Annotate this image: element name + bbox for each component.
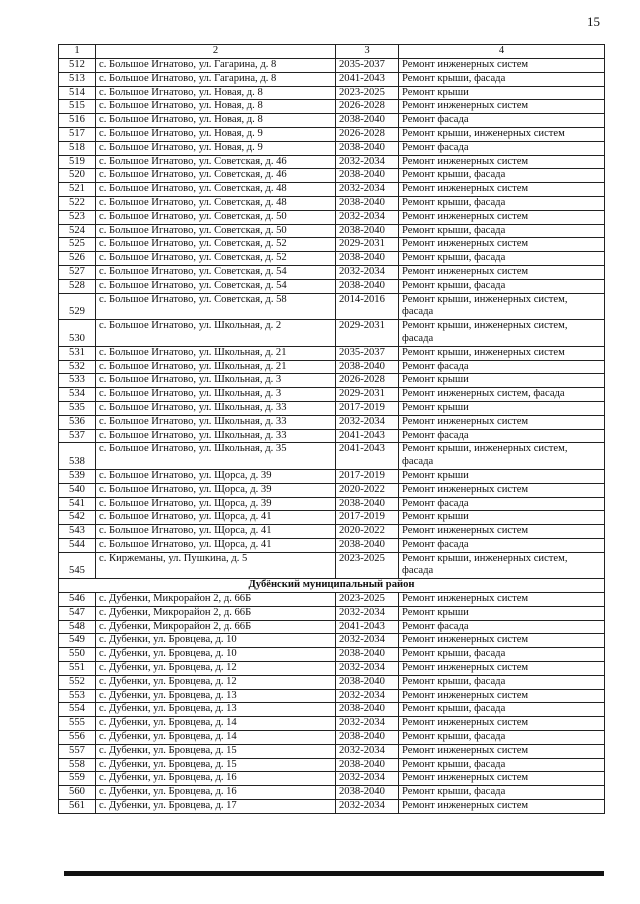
row-number-cell: 526	[59, 252, 96, 266]
years-cell: 2020-2022	[336, 483, 399, 497]
address-cell: с. Большое Игнатово, ул. Новая, д. 8	[96, 114, 336, 128]
address-cell: с. Большое Игнатово, ул. Советская, д. 52	[96, 252, 336, 266]
row-number-cell: 536	[59, 415, 96, 429]
row-number-cell: 544	[59, 538, 96, 552]
page-number: 15	[587, 14, 600, 29]
work-type-cell: Ремонт фасада	[399, 497, 605, 511]
table-row	[59, 374, 605, 388]
table-row	[59, 265, 605, 279]
work-type-cell: Ремонт крыши, фасада	[399, 786, 605, 800]
row-number-cell: 560	[59, 786, 96, 800]
years-cell: 2032-2034	[336, 606, 399, 620]
table-row	[59, 360, 605, 374]
address-cell: с. Большое Игнатово, ул. Школьная, д. 33	[96, 415, 336, 429]
table-row	[59, 141, 605, 155]
table-row	[59, 552, 605, 579]
table-row	[59, 483, 605, 497]
row-number-cell: 556	[59, 731, 96, 745]
years-cell: 2038-2040	[336, 252, 399, 266]
row-number-cell: 545	[59, 552, 96, 579]
row-number-cell: 557	[59, 744, 96, 758]
table-row	[59, 346, 605, 360]
address-cell: с. Большое Игнатово, ул. Щорса, д. 41	[96, 525, 336, 539]
address-cell: с. Большое Игнатово, ул. Школьная, д. 3	[96, 388, 336, 402]
address-cell: с. Дубенки, ул. Бровцева, д. 10	[96, 634, 336, 648]
work-type-cell: Ремонт крыши, фасада	[399, 675, 605, 689]
row-number-cell: 517	[59, 127, 96, 141]
table-row	[59, 238, 605, 252]
row-number-cell: 515	[59, 100, 96, 114]
row-number-cell: 525	[59, 238, 96, 252]
table-row	[59, 689, 605, 703]
address-cell: с. Киржеманы, ул. Пушкина, д. 5	[96, 552, 336, 579]
address-cell: с. Большое Игнатово, ул. Советская, д. 58	[96, 293, 336, 320]
work-type-cell: Ремонт инженерных систем	[399, 689, 605, 703]
years-cell: 2038-2040	[336, 141, 399, 155]
row-number-cell: 534	[59, 388, 96, 402]
row-number-cell: 537	[59, 429, 96, 443]
years-cell: 2026-2028	[336, 127, 399, 141]
years-cell: 2032-2034	[336, 265, 399, 279]
work-type-cell: Ремонт инженерных систем	[399, 59, 605, 73]
row-number-cell: 554	[59, 703, 96, 717]
years-cell: 2026-2028	[336, 100, 399, 114]
table-row	[59, 675, 605, 689]
work-type-cell: Ремонт крыши, фасада	[399, 648, 605, 662]
row-number-cell: 553	[59, 689, 96, 703]
table-row	[59, 731, 605, 745]
row-number-cell: 519	[59, 155, 96, 169]
table-row	[59, 634, 605, 648]
work-type-cell: Ремонт инженерных систем	[399, 800, 605, 814]
row-number-cell: 518	[59, 141, 96, 155]
table-row	[59, 169, 605, 183]
row-number-cell: 529	[59, 293, 96, 320]
years-cell: 2032-2034	[336, 634, 399, 648]
work-type-cell: Ремонт инженерных систем	[399, 238, 605, 252]
column-header: 1	[59, 45, 96, 59]
row-number-cell: 546	[59, 593, 96, 607]
address-cell: с. Дубенки, ул. Бровцева, д. 12	[96, 662, 336, 676]
table-row	[59, 72, 605, 86]
section-header-row	[59, 579, 605, 593]
table-row	[59, 415, 605, 429]
years-cell: 2032-2034	[336, 717, 399, 731]
scan-edge-bar	[64, 871, 604, 876]
row-number-cell: 523	[59, 210, 96, 224]
work-type-cell: Ремонт инженерных систем	[399, 593, 605, 607]
address-cell: с. Дубенки, Микрорайон 2, д. 66Б	[96, 606, 336, 620]
table-row	[59, 443, 605, 470]
table-row	[59, 429, 605, 443]
address-cell: с. Дубенки, ул. Бровцева, д. 13	[96, 703, 336, 717]
work-type-cell: Ремонт инженерных систем	[399, 744, 605, 758]
years-cell: 2023-2025	[336, 86, 399, 100]
column-header: 2	[96, 45, 336, 59]
row-number-cell: 530	[59, 320, 96, 347]
table-header-row	[59, 45, 605, 59]
row-number-cell: 513	[59, 72, 96, 86]
row-number-cell: 527	[59, 265, 96, 279]
work-type-cell: Ремонт инженерных систем	[399, 415, 605, 429]
work-type-cell: Ремонт инженерных систем	[399, 634, 605, 648]
years-cell: 2035-2037	[336, 346, 399, 360]
table-row	[59, 252, 605, 266]
years-cell: 2023-2025	[336, 552, 399, 579]
years-cell: 2038-2040	[336, 360, 399, 374]
work-type-cell: Ремонт инженерных систем	[399, 100, 605, 114]
address-cell: с. Большое Игнатово, ул. Школьная, д. 3	[96, 374, 336, 388]
work-type-cell: Ремонт инженерных систем	[399, 155, 605, 169]
years-cell: 2032-2034	[336, 744, 399, 758]
address-cell: с. Дубенки, ул. Бровцева, д. 13	[96, 689, 336, 703]
years-cell: 2032-2034	[336, 183, 399, 197]
address-cell: с. Дубенки, ул. Бровцева, д. 15	[96, 758, 336, 772]
address-cell: с. Большое Игнатово, ул. Школьная, д. 21	[96, 360, 336, 374]
table-row	[59, 196, 605, 210]
address-cell: с. Дубенки, ул. Бровцева, д. 14	[96, 717, 336, 731]
work-type-cell: Ремонт крыши, фасада	[399, 703, 605, 717]
work-type-cell: Ремонт фасада	[399, 141, 605, 155]
years-cell: 2038-2040	[336, 703, 399, 717]
work-type-cell: Ремонт крыши, инженерных систем, фасада	[399, 320, 605, 347]
table-row	[59, 100, 605, 114]
years-cell: 2038-2040	[336, 114, 399, 128]
years-cell: 2032-2034	[336, 155, 399, 169]
table-row	[59, 744, 605, 758]
table-row	[59, 127, 605, 141]
table-row	[59, 786, 605, 800]
table-row	[59, 497, 605, 511]
work-type-cell: Ремонт крыши, инженерных систем, фасада	[399, 552, 605, 579]
years-cell: 2038-2040	[336, 497, 399, 511]
years-cell: 2038-2040	[336, 196, 399, 210]
years-cell: 2029-2031	[336, 238, 399, 252]
work-type-cell: Ремонт крыши, инженерных систем, фасада	[399, 293, 605, 320]
years-cell: 2038-2040	[336, 169, 399, 183]
row-number-cell: 548	[59, 620, 96, 634]
work-type-cell: Ремонт инженерных систем, фасада	[399, 388, 605, 402]
address-cell: с. Большое Игнатово, ул. Гагарина, д. 8	[96, 72, 336, 86]
address-cell: с. Большое Игнатово, ул. Школьная, д. 33	[96, 401, 336, 415]
work-type-cell: Ремонт фасада	[399, 620, 605, 634]
row-number-cell: 520	[59, 169, 96, 183]
work-type-cell: Ремонт инженерных систем	[399, 210, 605, 224]
table-row	[59, 525, 605, 539]
table-row	[59, 401, 605, 415]
table-row	[59, 293, 605, 320]
row-number-cell: 559	[59, 772, 96, 786]
address-cell: с. Большое Игнатово, ул. Щорса, д. 39	[96, 469, 336, 483]
work-type-cell: Ремонт фасада	[399, 429, 605, 443]
table-row	[59, 772, 605, 786]
work-type-cell: Ремонт крыши	[399, 511, 605, 525]
row-number-cell: 521	[59, 183, 96, 197]
years-cell: 2014-2016	[336, 293, 399, 320]
table-row	[59, 469, 605, 483]
table-row	[59, 606, 605, 620]
row-number-cell: 541	[59, 497, 96, 511]
row-number-cell: 531	[59, 346, 96, 360]
address-cell: с. Большое Игнатово, ул. Советская, д. 50	[96, 224, 336, 238]
work-type-cell: Ремонт крыши, фасада	[399, 224, 605, 238]
years-cell: 2038-2040	[336, 538, 399, 552]
address-cell: с. Большое Игнатово, ул. Новая, д. 8	[96, 86, 336, 100]
work-type-cell: Ремонт крыши, фасада	[399, 252, 605, 266]
row-number-cell: 538	[59, 443, 96, 470]
address-cell: с. Большое Игнатово, ул. Новая, д. 8	[96, 100, 336, 114]
address-cell: с. Большое Игнатово, ул. Новая, д. 9	[96, 141, 336, 155]
years-cell: 2038-2040	[336, 648, 399, 662]
row-number-cell: 549	[59, 634, 96, 648]
table-row	[59, 388, 605, 402]
table-body	[59, 59, 605, 814]
row-number-cell: 535	[59, 401, 96, 415]
years-cell: 2017-2019	[336, 511, 399, 525]
row-number-cell: 532	[59, 360, 96, 374]
work-type-cell: Ремонт крыши	[399, 606, 605, 620]
years-cell: 2038-2040	[336, 279, 399, 293]
address-cell: с. Дубенки, ул. Бровцева, д. 12	[96, 675, 336, 689]
years-cell: 2032-2034	[336, 210, 399, 224]
table-row	[59, 320, 605, 347]
row-number-cell: 540	[59, 483, 96, 497]
address-cell: с. Дубенки, ул. Бровцева, д. 14	[96, 731, 336, 745]
work-type-cell: Ремонт инженерных систем	[399, 717, 605, 731]
years-cell: 2020-2022	[336, 525, 399, 539]
address-cell: с. Дубенки, ул. Бровцева, д. 10	[96, 648, 336, 662]
address-cell: с. Большое Игнатово, ул. Советская, д. 54	[96, 265, 336, 279]
address-cell: с. Большое Игнатово, ул. Щорса, д. 39	[96, 497, 336, 511]
years-cell: 2038-2040	[336, 675, 399, 689]
address-cell: с. Большое Игнатово, ул. Школьная, д. 33	[96, 429, 336, 443]
years-cell: 2032-2034	[336, 415, 399, 429]
address-cell: с. Дубенки, ул. Бровцева, д. 16	[96, 786, 336, 800]
address-cell: с. Большое Игнатово, ул. Школьная, д. 21	[96, 346, 336, 360]
row-number-cell: 551	[59, 662, 96, 676]
table-row	[59, 703, 605, 717]
address-cell: с. Дубенки, ул. Бровцева, д. 17	[96, 800, 336, 814]
row-number-cell: 528	[59, 279, 96, 293]
table-row	[59, 758, 605, 772]
work-type-cell: Ремонт крыши	[399, 401, 605, 415]
work-type-cell: Ремонт инженерных систем	[399, 772, 605, 786]
work-type-cell: Ремонт инженерных систем	[399, 183, 605, 197]
years-cell: 2041-2043	[336, 620, 399, 634]
row-number-cell: 543	[59, 525, 96, 539]
address-cell: с. Большое Игнатово, ул. Щорса, д. 41	[96, 538, 336, 552]
work-type-cell: Ремонт крыши, фасада	[399, 758, 605, 772]
address-cell: с. Дубенки, Микрорайон 2, д. 66Б	[96, 620, 336, 634]
row-number-cell: 550	[59, 648, 96, 662]
address-cell: с. Большое Игнатово, ул. Школьная, д. 35	[96, 443, 336, 470]
row-number-cell: 558	[59, 758, 96, 772]
years-cell: 2038-2040	[336, 224, 399, 238]
work-type-cell: Ремонт фасада	[399, 538, 605, 552]
address-cell: с. Большое Игнатово, ул. Советская, д. 48	[96, 196, 336, 210]
work-type-cell: Ремонт крыши	[399, 469, 605, 483]
table-row	[59, 59, 605, 73]
years-cell: 2035-2037	[336, 59, 399, 73]
table-row	[59, 648, 605, 662]
work-type-cell: Ремонт крыши, фасада	[399, 731, 605, 745]
years-cell: 2029-2031	[336, 388, 399, 402]
years-cell: 2017-2019	[336, 401, 399, 415]
work-type-cell: Ремонт крыши, фасада	[399, 196, 605, 210]
years-cell: 2041-2043	[336, 72, 399, 86]
work-type-cell: Ремонт инженерных систем	[399, 662, 605, 676]
repair-schedule-table	[58, 44, 605, 814]
years-cell: 2038-2040	[336, 731, 399, 745]
table-row	[59, 620, 605, 634]
address-cell: с. Большое Игнатово, ул. Щорса, д. 39	[96, 483, 336, 497]
years-cell: 2032-2034	[336, 689, 399, 703]
work-type-cell: Ремонт инженерных систем	[399, 525, 605, 539]
work-type-cell: Ремонт крыши, инженерных систем, фасада	[399, 443, 605, 470]
table-row	[59, 800, 605, 814]
work-type-cell: Ремонт крыши, инженерных систем	[399, 346, 605, 360]
column-header: 3	[336, 45, 399, 59]
table-row	[59, 538, 605, 552]
address-cell: с. Большое Игнатово, ул. Школьная, д. 2	[96, 320, 336, 347]
row-number-cell: 547	[59, 606, 96, 620]
row-number-cell: 512	[59, 59, 96, 73]
address-cell: с. Дубенки, ул. Бровцева, д. 15	[96, 744, 336, 758]
address-cell: с. Большое Игнатово, ул. Советская, д. 52	[96, 238, 336, 252]
table-row	[59, 210, 605, 224]
years-cell: 2038-2040	[336, 758, 399, 772]
address-cell: с. Большое Игнатово, ул. Советская, д. 46	[96, 169, 336, 183]
row-number-cell: 522	[59, 196, 96, 210]
address-cell: с. Большое Игнатово, ул. Щорса, д. 41	[96, 511, 336, 525]
table-row	[59, 183, 605, 197]
work-type-cell: Ремонт фасада	[399, 360, 605, 374]
row-number-cell: 542	[59, 511, 96, 525]
address-cell: с. Дубенки, ул. Бровцева, д. 16	[96, 772, 336, 786]
years-cell: 2041-2043	[336, 443, 399, 470]
work-type-cell: Ремонт крыши, инженерных систем	[399, 127, 605, 141]
section-title: Дубёнский муниципальный район	[59, 579, 605, 593]
years-cell: 2032-2034	[336, 800, 399, 814]
work-type-cell: Ремонт инженерных систем	[399, 483, 605, 497]
row-number-cell: 555	[59, 717, 96, 731]
table-row	[59, 511, 605, 525]
table-row	[59, 86, 605, 100]
table-row	[59, 593, 605, 607]
years-cell: 2017-2019	[336, 469, 399, 483]
table-row	[59, 224, 605, 238]
address-cell: с. Большое Игнатово, ул. Советская, д. 50	[96, 210, 336, 224]
years-cell: 2029-2031	[336, 320, 399, 347]
years-cell: 2032-2034	[336, 772, 399, 786]
years-cell: 2041-2043	[336, 429, 399, 443]
table-row	[59, 114, 605, 128]
work-type-cell: Ремонт крыши, фасада	[399, 72, 605, 86]
work-type-cell: Ремонт крыши	[399, 374, 605, 388]
row-number-cell: 514	[59, 86, 96, 100]
table-row	[59, 717, 605, 731]
column-header: 4	[399, 45, 605, 59]
work-type-cell: Ремонт инженерных систем	[399, 265, 605, 279]
address-cell: с. Большое Игнатово, ул. Гагарина, д. 8	[96, 59, 336, 73]
row-number-cell: 561	[59, 800, 96, 814]
row-number-cell: 539	[59, 469, 96, 483]
row-number-cell: 533	[59, 374, 96, 388]
work-type-cell: Ремонт крыши, фасада	[399, 279, 605, 293]
years-cell: 2026-2028	[336, 374, 399, 388]
years-cell: 2038-2040	[336, 786, 399, 800]
work-type-cell: Ремонт крыши, фасада	[399, 169, 605, 183]
years-cell: 2023-2025	[336, 593, 399, 607]
table-row	[59, 662, 605, 676]
work-type-cell: Ремонт фасада	[399, 114, 605, 128]
work-type-cell: Ремонт крыши	[399, 86, 605, 100]
table-row	[59, 279, 605, 293]
address-cell: с. Большое Игнатово, ул. Новая, д. 9	[96, 127, 336, 141]
address-cell: с. Большое Игнатово, ул. Советская, д. 48	[96, 183, 336, 197]
row-number-cell: 524	[59, 224, 96, 238]
table-row	[59, 155, 605, 169]
years-cell: 2032-2034	[336, 662, 399, 676]
address-cell: с. Большое Игнатово, ул. Советская, д. 46	[96, 155, 336, 169]
row-number-cell: 552	[59, 675, 96, 689]
address-cell: с. Большое Игнатово, ул. Советская, д. 54	[96, 279, 336, 293]
address-cell: с. Дубенки, Микрорайон 2, д. 66Б	[96, 593, 336, 607]
row-number-cell: 516	[59, 114, 96, 128]
